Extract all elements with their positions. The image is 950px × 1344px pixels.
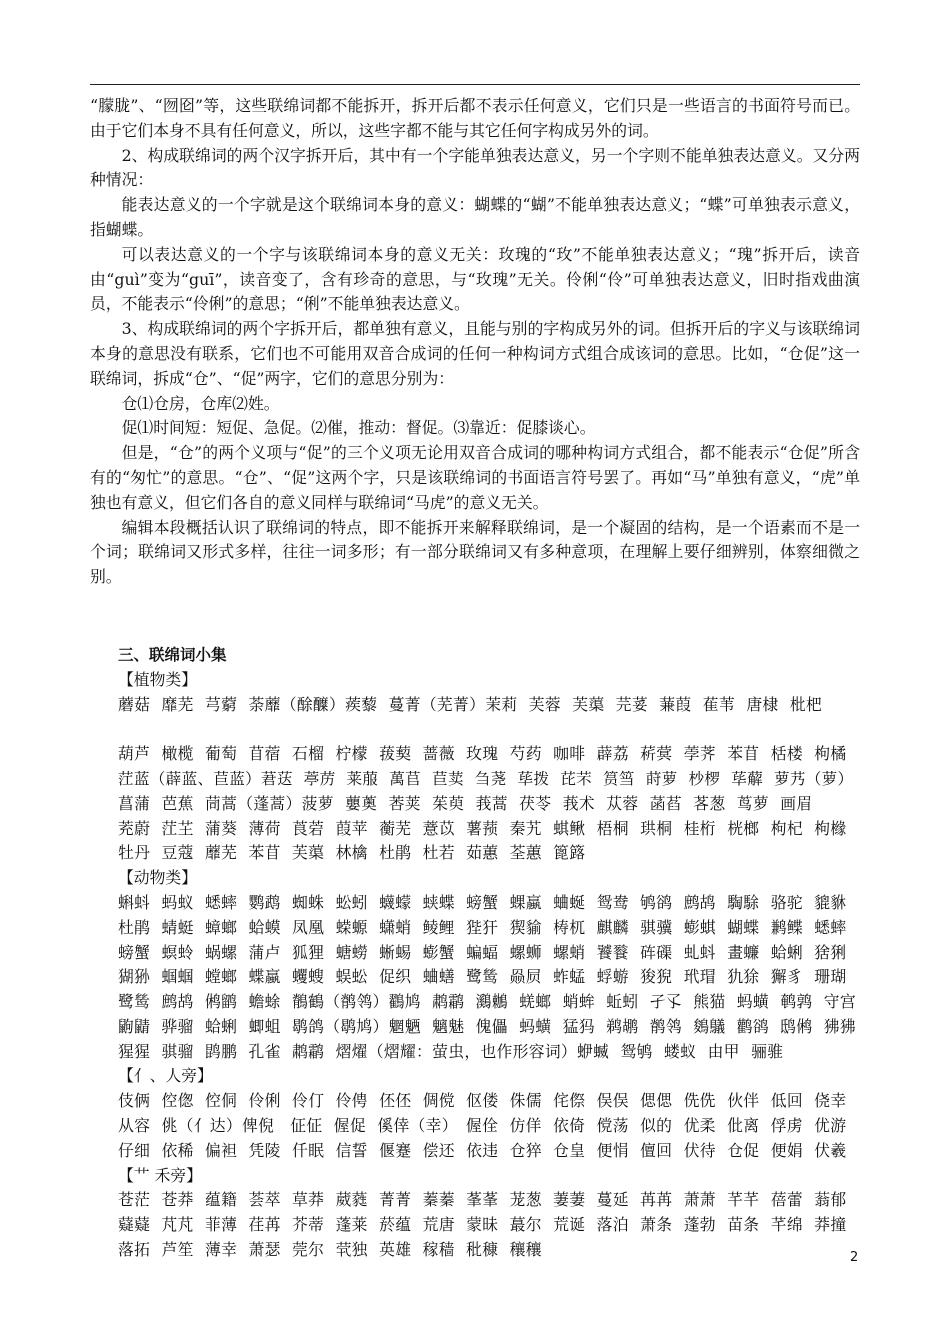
paragraph: 仓⑴仓房，仓库⑵姓。 <box>121 393 280 413</box>
category-heading: 【植物类】 <box>118 669 197 689</box>
category-heading: 【动物类】 <box>118 868 197 888</box>
word-row: 牡丹 豆蔻 蘼芜 苯苜 芙蕖 林檎 杜鹃 杜若 茹蕙 荃蕙 篦簬 <box>118 843 586 863</box>
word-row: 蝌蚪 蚂蚁 蟋蟀 鹦鹉 蜘蛛 蚣蚓 蠛蠓 蛱蝶 螃蟹 蜾蠃 蛐蜒 鸳鸯 鸲鹆 鹧鸪 騊駼 骆驼 貔貅 <box>118 892 847 912</box>
header-rule <box>90 84 860 85</box>
word-row: 杜鹃 蜻蜓 蟑螂 蛤蟆 凤凰 蝾螈 蟏蛸 鲮鲤 狴犴 猰貐 梼杌 麒麟 骐骥 蟛蜞 蝴蝶 鹣鲽 蟋蟀 <box>118 917 847 937</box>
paragraph: 2、构成联绵词的两个汉字拆开后，其中有一个字能单独表达意义，另一个字则不能单独表达意义。又分两种情况： <box>90 145 860 190</box>
paragraph: 促⑴时间短：短促、急促。⑵催，推动：督促。⑶靠近：促膝谈心。 <box>121 418 596 438</box>
page-body <box>90 94 860 1263</box>
paragraph: 但是，“仓”的两个义项与“促”的三个义项无论用双音合成词的哪种构词方式组合，都不能表示“仓促”所含有的“匆忙”的意思。“仓”、“促”这两个字，只是该联绵词的书面语言符号罢了。再如“马”单独有意义，“虎”单独也有意义，但它们各自的意义同样与联绵词“马虎”的意义无关。 <box>90 443 860 512</box>
word-row: 蘑菇 靡芜 芎藭 荼蘼（酴醾）蒺藜 蔓菁（芜菁）茉莉 芙蓉 芙蕖 芫荽 蒹葭 萑苇 唐棣 枇杷 <box>118 694 823 714</box>
word-row: 伎俩 倥偬 倥侗 伶俐 伶仃 伶俜 伾伾 倜傥 伛偻 侏儒 侘傺 俣俣 偲偲 侁侁 伙伴 低回 侥幸 <box>118 1091 847 1111</box>
word-row: 落拓 芦笙 薄幸 萧瑟 莞尔 茕独 英雄 稼穑 秕穅 穰穰 <box>118 1240 542 1260</box>
category-heading: 【亻、人旁】 <box>118 1066 213 1086</box>
word-row: 螃蟹 螟蛉 蜗螺 蒲卢 狐狸 螗蟧 蜥蜴 蟛蟹 蝙蝠 螺蛳 螺蛸 饕餮 砗磲 虬蚪 畫蠊 蛤蜊 猞猁 <box>118 942 847 962</box>
blank-row <box>90 717 860 742</box>
word-row: 葫芦 橄榄 葡萄 苜蓿 石榴 柠檬 菝葜 蔷薇 玫瑰 芍药 咖啡 薜荔 菥蓂 荸荠 苯苜 栝楼 枸橘 <box>118 744 847 764</box>
word-row: 薿薿 芃芃 菲薄 荏苒 芥蒂 蓬莱 菸蕴 荒唐 蒙昧 蕞尔 荒诞 落泊 萧条 蓬勃 苗条 芊绵 莽撞 <box>118 1215 847 1235</box>
word-row: 从容 佻（亻达）俾倪 佂佂 偓促 傒倖（幸） 偓佺 仿佯 依倚 傥荡 似的 优柔 仳离 俘虏 优游 <box>118 1116 847 1136</box>
category-heading: 【艹 禾旁】 <box>118 1165 203 1185</box>
word-row: 鼩鼱 骅骝 蛤蜊 蝍蛆 鹖鸽（鹖鸠）魍魉 魑魅 傀儡 蚂蟥 猛犸 鹈鹕 鹡鸰 鵕鸃 鹳鹆 鸱鸺 狒狒 <box>118 1016 856 1036</box>
word-row: 茳蓝（薜蓝、苣蓝）莙荙 葶苈 莱菔 萬苢 苣荬 刍荛 荜拨 芘芣 筼筜 莳萝 杪椤 荜薢 萝艿（萝） <box>118 769 854 788</box>
paragraph: 编辑本段概括认识了联绵词的特点，即不能拆开来解释联绵词，是一个凝固的结构，是一个语素而不是一个词；联绵词又形式多样，往往一词多形；有一部分联绵词又有多种意项，在理解上要仔细辨别，体察细微之别。 <box>90 517 860 587</box>
word-row: 猢狲 蝈蝈 螳螂 蝶蠃 蠼螋 蜈蚣 促织 蛐蟮 鹭鸶 赑屃 蚱蜢 蜉蝣 狻猊 玳瑁 犰狳 獬豸 珊瑚 <box>118 967 847 987</box>
section-gap <box>90 590 860 643</box>
paragraph: 可以表达意义的一个字与该联绵词本身的意义无关：玫瑰的“玫”不能单独表达意义；“瑰”拆开后，读音由“guì”变为“guī”，读音变了，含有珍奇的意思，与“玫瑰”无关。伶俐“伶”可单独表达意义，旧时指戏曲演员，不能表示“伶俐”的意思；“俐”不能单独表达意义。 <box>90 244 860 314</box>
paragraph: 3、构成联绵词的两个字拆开后，都单独有意义，且能与别的字构成另外的词。但拆开后的字义与该联绵词本身的意思没有联系，它们也不可能用双音合成词的任何一种构词方式组合成该词的意思。比如，“仓促”这一联绵词，拆成“仓”、“促”两字，它们的意思分别为： <box>90 319 860 388</box>
word-row: 鹭鸶 鹧鸪 鸺鹠 蟾蜍 鶺鶴（鹡鸰）鸐鸠 鹔鹴 鸂鶒 蜣螂 蛸蛑 蚯蚓 孑孓 熊猫 蚂蟥 鹌鹑 守宫 <box>118 992 856 1012</box>
word-row: 菖蒲 芭蕉 茼蒿（蓬蒿）菠萝 蘡薁 莕荚 茱萸 莪蒿 茯苓 莪术 苁蓉 菡萏 茖葱 茑萝 画眉 <box>118 793 813 813</box>
paragraph: 能表达意义的一个字就是这个联绵词本身的意义：蝴蝶的“蝴”不能单独表达意义；“蝶”可单独表示意义，指蝴蝶。 <box>90 195 860 239</box>
page-number: 2 <box>850 1250 859 1265</box>
paragraph: “朦胧”、“囫囵”等，这些联绵词都不能拆开，拆开后都不表示任何意义，它们只是一些语言的书面符号而已。由于它们本身不具有任何意义，所以，这些字都不能与其它任何字构成另外的词。 <box>90 96 860 140</box>
word-row: 茺蔚 茳芏 蒲葵 薄荷 莨菪 葭苹 蘅芜 薏苡 薯蓣 秦艽 蜞鳅 梧桐 珙桐 桂桁 桄榔 枸杞 枸橼 <box>118 818 847 838</box>
section-title: 三、联绵词小集 <box>118 645 227 664</box>
word-row: 仔细 依稀 偏袒 凭陵 仟眠 信誓 偃蹇 偿还 依违 仓猝 仓皇 便悁 儃回 伏待 仓促 便娟 伏羲 <box>118 1140 847 1160</box>
word-row: 苍茫 苍莽 蕴籍 荟萃 草莽 葳蕤 菁菁 蓁蓁 莑莑 茏葱 萋萋 蔓延 苒苒 萧萧 芊芊 蓓蕾 蓊郁 <box>118 1190 847 1210</box>
word-row: 猩猩 骐骝 鹍鹏 孔雀 鹔鹴 熠燿（熠耀：萤虫，也作形容词）蛜蝛 鸳鸲 蝼蚁 由甲 骊骓 <box>118 1041 784 1061</box>
